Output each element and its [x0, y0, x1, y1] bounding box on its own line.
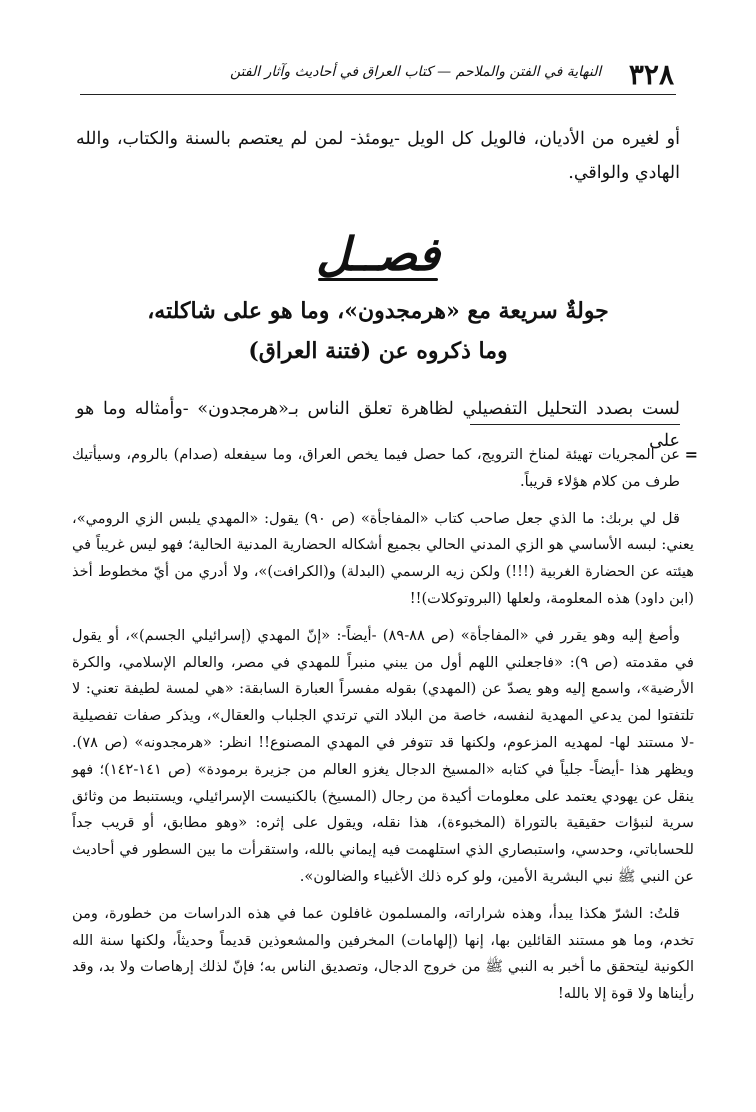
footnotes	[72, 442, 698, 1018]
heading-line-1: جولةٌ سريعة مع «هرمجدون»، وما هو على شاكلته،	[147, 298, 609, 324]
running-title: النهاية في الفتن والملاحم — كتاب العراق في أحاديث وآثار الفتن	[230, 64, 602, 80]
footnote-1	[72, 442, 698, 496]
footnote-1-text: عن المجريات تهيئة لمناخ الترويج، كما حصل فيما يخص العراق، وما سيفعله (صدام) بالروم، وسيأتيك طرف من كلام هؤلاء قريباً.	[72, 446, 680, 490]
footnote-2: قل لي بربك: ما الذي جعل صاحب كتاب «المفاجأة» (ص ٩٠) يقول: «المهدي يلبس الزي الرومي»، يعني: لبسه الأساسي هو الزي المدني الحالي بجميع أشكاله الحضارية المدنية الحالية؛ فهو ليس غريباً في هيئته عن الحضارة الغربية (!!!) ولكن زيه الرسمي (البدلة) و(الكرافت)»، ولا أدري من أيّ مخطوط أخذ (ابن داود) هذه المعلومة، ولعلها (البروتوكلات)!!	[72, 509, 694, 607]
section-heading	[76, 291, 680, 371]
main-text	[76, 112, 680, 475]
page-header	[80, 50, 676, 95]
intro-paragraph: لست بصدد التحليل التفصيلي لظاهرة تعلق الناس بـ«هرمجدون» -وأمثاله وما هو على	[76, 399, 680, 451]
footnote-separator	[470, 424, 680, 425]
footnote-3: وأصغ إليه وهو يقرر في «المفاجأة» (ص ٨٨-٨٩) -أيضاً-: «إنّ المهدي (إسرائيلي الجسم)»، أو يقول في مقدمته (ص ٩): «فاجعلني اللهم أول من يبني منبراً للمهدي في مصر، والعالم الإسلامي، والكرة الأرضية»، واسمع إليه وهو يصدّ عن (المهدي) بقوله مفسراً العبارة السابقة: «هي لمسة لطيفة تعني: لا تلتفتوا لمن يدعي المهدية لنفسه، خاصة من البلاد التي ترتدي الجلباب والعقال»، ويذكر صفات تفصيلية -لا مستند لها- لمهديه المزعوم، ولكنها قد تتوفر في المهدي المصنوع!! انظر: «هرمجدونه» (ص ٧٨). ويظهر هذا -أيضاً- جلياً في كتابه «المسيخ الدجال يغزو العالم من جزيرة برمودة» (ص ١٤١-١٤٢)؛ فهو ينقل عن يهودي يعتمد على معلومات أكيدة من رجال (المسيخ) بالكنيست الإسرائيلي، ويستنبط من وثائق سرية لنبؤات حقيقية بالتوراة (المخبوءة)، هذا نقله، ويقول على إثره: «وهو مطابق، أو قريب جداً للحساباتي، وحدسي، واستبصاري الذي استلهمت فيه إيماني بالله، واستقرأت ما بين السطور في أحاديث عن النبي ﷺ نبي البشرية الأمين، ولو كره ذلك الأغبياء والضالون».	[72, 626, 694, 885]
page-number: ٣٢٨	[628, 58, 674, 91]
paragraph-1: أو لغيره من الأديان، فالويل كل الويل -يومئذ- لمن لم يعتصم بالسنة والكتاب، والله الهادي والواقي.	[76, 129, 680, 183]
section-label: فصــل	[316, 227, 440, 281]
heading-line-2: وما ذكروه عن (فتنة العراق)	[248, 338, 508, 364]
footnote-continuation-marker: =	[684, 445, 698, 464]
footnote-4: قلتُ: الشرّ هكذا يبدأ، وهذه شراراته، والمسلمون غافلون عما في هذه الدراسات من خطورة، ومن تخدم، وما هو مستند القائلين بها، إنها (إلهامات) المخرفين والمشعوذين قديماً وحديثاً، ولكنها سنة الله الكونية ليتحقق ما أخبر به النبي ﷺ من خروج الدجال، وتصديق الناس به؛ فإنّ لذلك إرهاصات ولا بد، وقد رأيناها ولا قوة إلا بالله!	[72, 904, 694, 1003]
